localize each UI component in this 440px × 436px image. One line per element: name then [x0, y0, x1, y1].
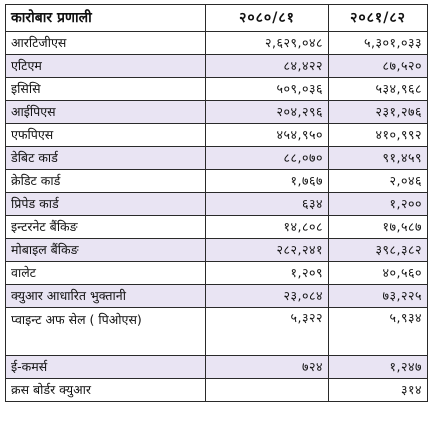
value-2081-82: ४१०,९९२	[329, 124, 428, 147]
row-label: क्रस बोर्डर क्युआर	[6, 379, 206, 402]
table-row	[6, 147, 428, 170]
row-label: एटिएम	[6, 55, 206, 78]
row-label: डेबिट कार्ड	[6, 147, 206, 170]
value-2081-82: २३१,२७६	[329, 101, 428, 124]
table-row	[6, 101, 428, 124]
value-2081-82: १,२००	[329, 193, 428, 216]
table-row	[6, 216, 428, 239]
value-2080-81: ६३४	[206, 193, 329, 216]
value-2080-81: ७२४	[206, 356, 329, 379]
value-2081-82: ८७,५२०	[329, 55, 428, 78]
column-header-fy-2080-81: २०८०/८१	[206, 5, 329, 32]
value-2080-81: २३,०८४	[206, 285, 329, 308]
value-2080-81: ५,३२२	[206, 308, 329, 356]
table-row	[6, 32, 428, 55]
row-label: मोबाइल बैंकिङ	[6, 239, 206, 262]
row-label: क्युआर आधारित भुक्तानी	[6, 285, 206, 308]
value-2080-81: २८२,२४१	[206, 239, 329, 262]
value-2080-81: १,२०९	[206, 262, 329, 285]
value-2080-81: ५०९,०३६	[206, 78, 329, 101]
value-2080-81: २,६२९,०४८	[206, 32, 329, 55]
row-label: आरटिजीएस	[6, 32, 206, 55]
value-2081-82: ३१४	[329, 379, 428, 402]
table-row	[6, 356, 428, 379]
row-label: प्रिपेड कार्ड	[6, 193, 206, 216]
row-label: क्रेडिट कार्ड	[6, 170, 206, 193]
table-row	[6, 308, 428, 356]
table-row	[6, 193, 428, 216]
row-label: प्वाइन्ट अफ सेल ( पिओएस)	[6, 308, 206, 356]
row-label: इन्टरनेट बैंकिङ	[6, 216, 206, 239]
table-row	[6, 55, 428, 78]
table-row	[6, 285, 428, 308]
value-2080-81: १,७६७	[206, 170, 329, 193]
value-2081-82: १,२४७	[329, 356, 428, 379]
value-2080-81	[206, 379, 329, 402]
value-2081-82: ५,३०१,०३३	[329, 32, 428, 55]
row-label: एफपिएस	[6, 124, 206, 147]
value-2081-82: ५,९३४	[329, 308, 428, 356]
row-label: आईपिएस	[6, 101, 206, 124]
column-header-system: कारोबार प्रणाली	[6, 5, 206, 32]
value-2081-82: १७,५८७	[329, 216, 428, 239]
table-row	[6, 78, 428, 101]
table-row	[6, 124, 428, 147]
value-2081-82: ३९८,३८२	[329, 239, 428, 262]
table-header-row	[6, 5, 428, 32]
value-2080-81: ८४,४२२	[206, 55, 329, 78]
table-row	[6, 379, 428, 402]
table-row	[6, 239, 428, 262]
value-2080-81: १४,८०८	[206, 216, 329, 239]
value-2080-81: ८८,०७०	[206, 147, 329, 170]
value-2081-82: ४०,५६०	[329, 262, 428, 285]
value-2081-82: ९१,४५९	[329, 147, 428, 170]
value-2080-81: २०४,२९६	[206, 101, 329, 124]
value-2081-82: ५३४,९६८	[329, 78, 428, 101]
value-2080-81: ४५४,९५०	[206, 124, 329, 147]
column-header-fy-2081-82: २०८१/८२	[329, 5, 428, 32]
table-row	[6, 262, 428, 285]
row-label: इसिसि	[6, 78, 206, 101]
table-row	[6, 170, 428, 193]
payment-systems-table	[5, 4, 428, 402]
row-label: वालेट	[6, 262, 206, 285]
value-2081-82: २,०४६	[329, 170, 428, 193]
value-2081-82: ७३,२२५	[329, 285, 428, 308]
row-label: ई-कमर्स	[6, 356, 206, 379]
